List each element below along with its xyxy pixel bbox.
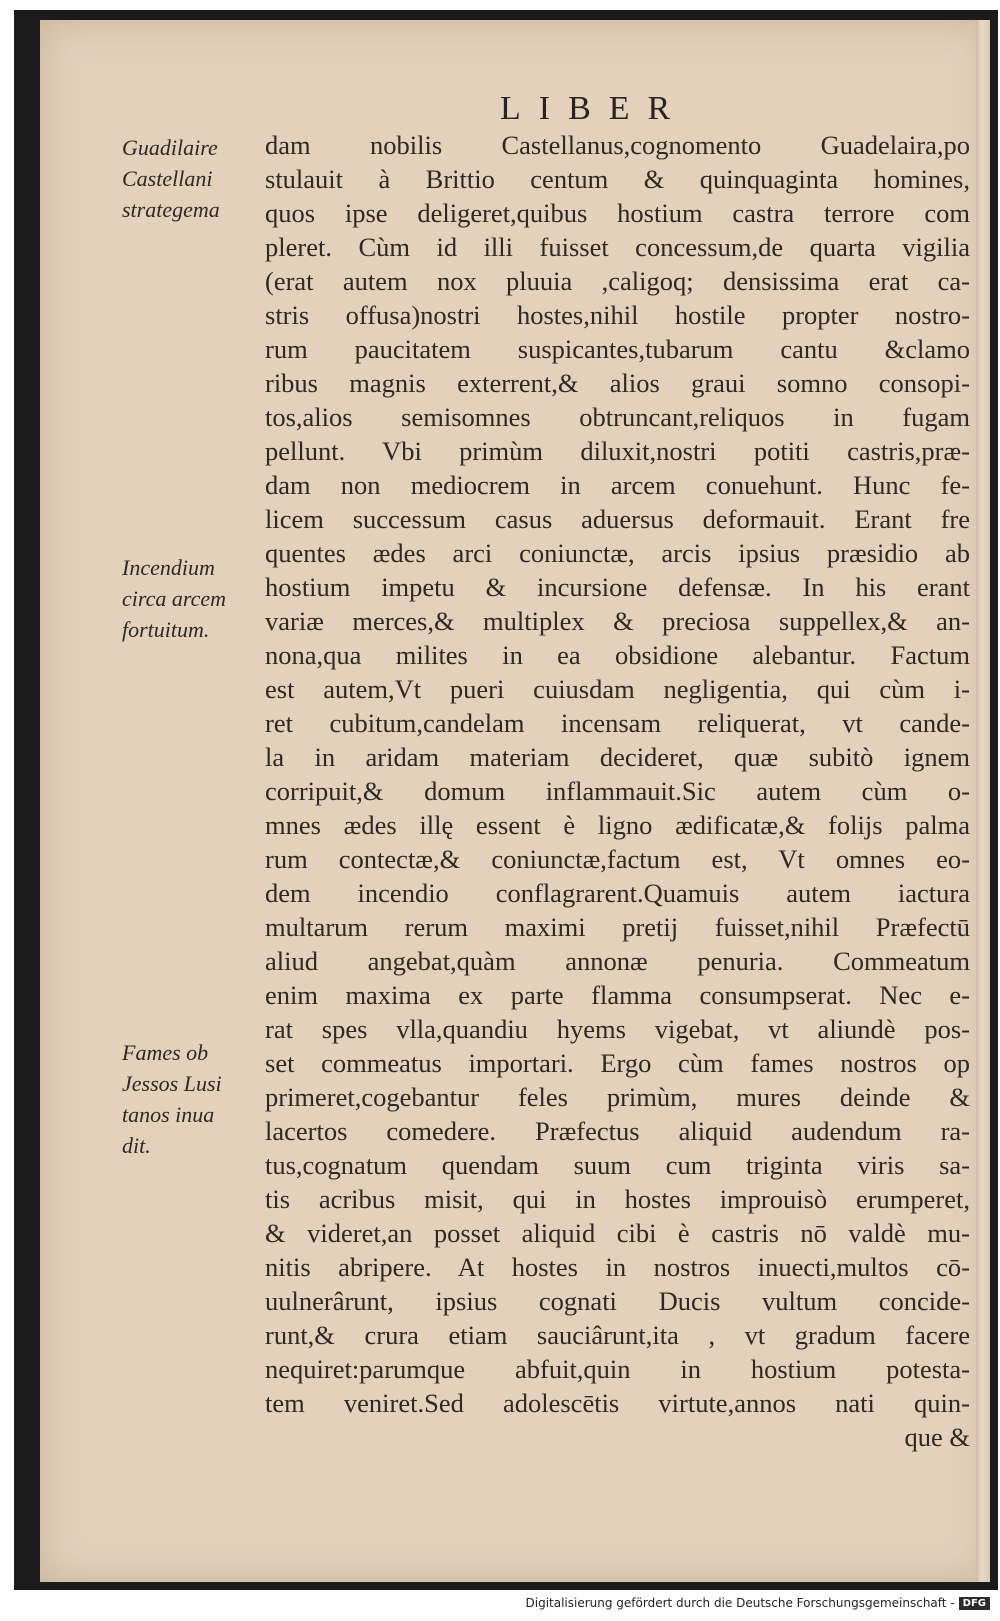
scan-frame bbox=[14, 10, 998, 1590]
text-line: & videret,an posset aliquid cibi è castris nō valdè mu- bbox=[265, 1218, 970, 1248]
text-line: runt,& crura etiam sauciârunt,ita , vt gradum facere bbox=[265, 1320, 970, 1350]
text-line: (erat autem nox pluuia ,caligoq; densissima erat ca- bbox=[265, 266, 970, 296]
text-line: uulnerârunt, ipsius cognati Ducis vultum concide- bbox=[265, 1286, 970, 1316]
text-line: dam non mediocrem in arcem conuehunt. Hunc fe- bbox=[265, 470, 970, 500]
page-edge bbox=[976, 20, 990, 1582]
text-line: est autem,Vt pueri cuiusdam negligentia, qui cùm i- bbox=[265, 674, 970, 704]
marginal-note-line: dit. bbox=[122, 1133, 151, 1158]
text-line: quentes ædes arci coniunctæ, arcis ipsius præsidio ab bbox=[265, 538, 970, 568]
text-line: la in aridam materiam decideret, quæ subitò ignem bbox=[265, 742, 970, 772]
marginal-note-line: Castellani bbox=[122, 166, 213, 191]
text-line: quos ipse deligeret,quibus hostium castra terrore com bbox=[265, 198, 970, 228]
text-line: nequiret:parumque abfuit,quin in hostium potesta- bbox=[265, 1354, 970, 1384]
text-line: rum contectæ,& coniunctæ,factum est, Vt omnes eo- bbox=[265, 844, 970, 874]
catchword: que & bbox=[904, 1422, 970, 1452]
text-line: dem incendio conflagrarent.Quamuis autem iactura bbox=[265, 878, 970, 908]
text-line: variæ merces,& multiplex & preciosa suppellex,& an- bbox=[265, 606, 970, 636]
digitization-footer bbox=[526, 1596, 991, 1610]
text-line: stris offusa)nostri hostes,nihil hostile propter nostro- bbox=[265, 300, 970, 330]
text-line: tem veniret.Sed adolescētis virtute,annos nati quin- bbox=[265, 1388, 970, 1418]
text-line: lacertos comedere. Præfectus aliquid audendum ra- bbox=[265, 1116, 970, 1146]
text-line: set commeatus importari. Ergo cùm fames nostros op bbox=[265, 1048, 970, 1078]
text-line: corripuit,& domum inflammauit.Sic autem cùm o- bbox=[265, 776, 970, 806]
text-line: ret cubitum,candelam incensam reliquerat, vt cande- bbox=[265, 708, 970, 738]
marginal-note-2 bbox=[122, 552, 226, 645]
text-line: tis acribus misit, qui in hostes improuisò erumperet, bbox=[265, 1184, 970, 1214]
text-line: enim maxima ex parte flamma consumpserat. Nec e- bbox=[265, 980, 970, 1010]
dfg-logo: DFG bbox=[959, 1597, 990, 1610]
text-line: mnes ædes illę essent è ligno ædificatæ,& folijs palma bbox=[265, 810, 970, 840]
text-line: stulauit à Brittio centum & quinquaginta homines, bbox=[265, 164, 970, 194]
text-line: licem successum casus aduersus deformauit. Erant fre bbox=[265, 504, 970, 534]
marginal-note-line: tanos inua bbox=[122, 1102, 215, 1127]
text-line: pleret. Cùm id illi fuisset concessum,de quarta vigilia bbox=[265, 232, 970, 262]
text-line: dam nobilis Castellanus,cognomento Guadelaira,po bbox=[265, 130, 970, 160]
text-line: tos,alios semisomnes obtruncant,reliquos in fugam bbox=[265, 402, 970, 432]
marginal-note-line: strategema bbox=[122, 197, 220, 222]
text-line: rum paucitatem suspicantes,tubarum cantu &clamo bbox=[265, 334, 970, 364]
marginal-note-line: Incendium bbox=[122, 555, 215, 580]
marginal-note-1 bbox=[122, 132, 220, 225]
body-text bbox=[265, 128, 970, 1454]
footer-text: Digitalisierung gefördert durch die Deutsche Forschungsgemeinschaft - bbox=[525, 1596, 955, 1610]
running-head: LIBER bbox=[500, 90, 689, 127]
marginal-note-3 bbox=[122, 1037, 222, 1161]
text-line: primeret,cogebantur feles primùm, mures deinde & bbox=[265, 1082, 970, 1112]
marginal-note-line: fortuitum. bbox=[122, 617, 210, 642]
book-page bbox=[40, 20, 990, 1582]
marginal-note-line: circa arcem bbox=[122, 586, 227, 611]
text-line: tus,cognatum quendam suum cum triginta viris sa- bbox=[265, 1150, 970, 1180]
marginal-note-line: Fames ob bbox=[122, 1040, 209, 1065]
text-line: nona,qua milites in ea obsidione alebantur. Factum bbox=[265, 640, 970, 670]
marginal-note-line: Jessos Lusi bbox=[122, 1071, 222, 1096]
text-line: aliud angebat,quàm annonæ penuria. Commeatum bbox=[265, 946, 970, 976]
text-line: pellunt. Vbi primùm diluxit,nostri potiti castris,præ- bbox=[265, 436, 970, 466]
marginal-note-line: Guadilaire bbox=[122, 135, 218, 160]
text-line: hostium impetu & incursione defensæ. In his erant bbox=[265, 572, 970, 602]
text-line: rat spes vlla,quandiu hyems vigebat, vt aliundè pos- bbox=[265, 1014, 970, 1044]
text-line: multarum rerum maximi pretij fuisset,nihil Præfectū bbox=[265, 912, 970, 942]
text-line: ribus magnis exterrent,& alios graui somno consopi- bbox=[265, 368, 970, 398]
text-line: nitis abripere. At hostes in nostros inuecti,multos cō- bbox=[265, 1252, 970, 1282]
